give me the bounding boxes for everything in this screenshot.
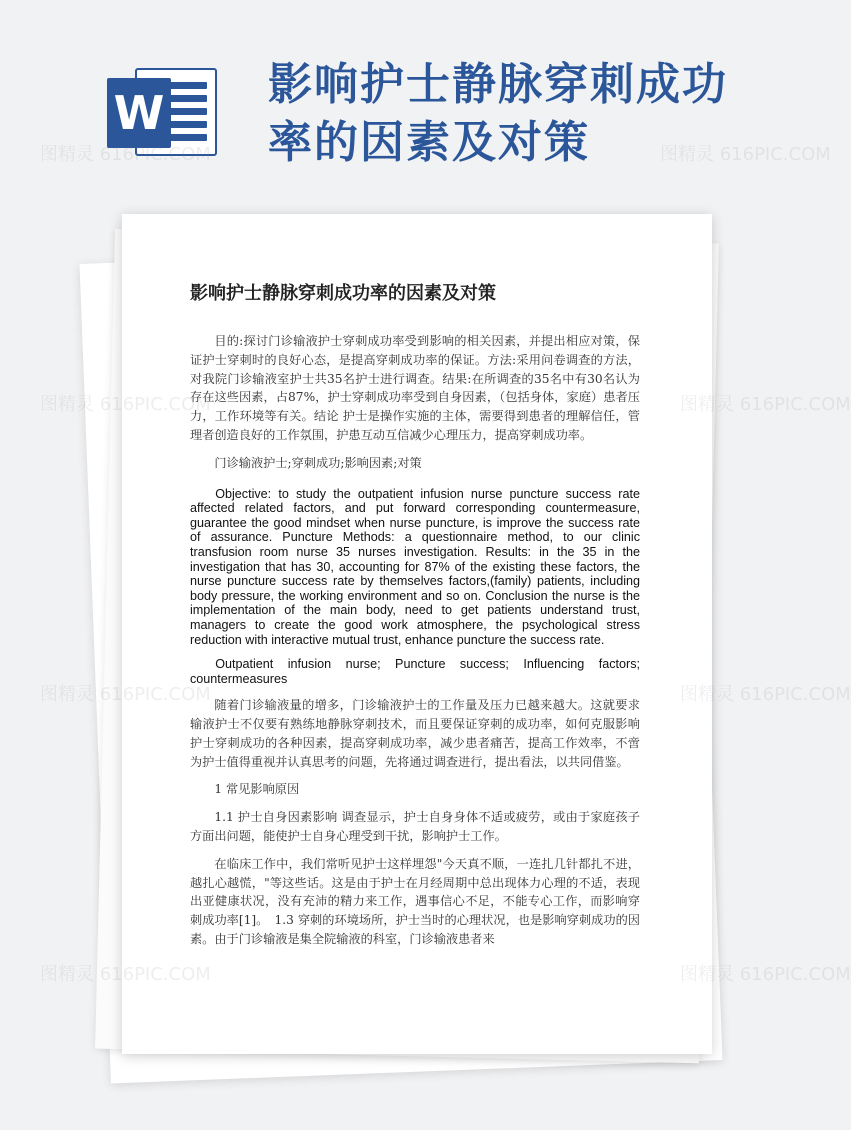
watermark: 图精灵 — [40, 684, 94, 705]
abstract-en: Objective: to study the outpatient infusion nurse puncture success rate affected related factors, and put forward corresponding countermeasure, guarantee the good mindset when nurse puncture, is improve the success rate of assurance. Puncture Methods: a questionnaire method, to our clinic transfusion room nurse 35 nurses investigation. Results: in the 35 in the investigation that has 30, accounting for 87% of the existing these factors, the nurse puncture success rate by themselves factors,(family) patients, including body pressure, the working environment and so on. Conclusion the nurse is the implementation of the main body, need to get patients understand trust, managers to create the good work atmosphere, the psychological stress reduction with interactive mutual trust, enhance puncture the success rate. — [190, 486, 640, 647]
keywords-cn: 门诊输液护士;穿刺成功;影响因素;对策 — [214, 455, 422, 470]
page-title: 影响护士静脉穿刺成功率的因素及对策 — [268, 59, 728, 168]
watermark: 图精灵 616PIC.COM — [660, 144, 831, 165]
word-badge: W — [107, 78, 171, 148]
watermark: 图精灵 616PIC.COM — [40, 144, 211, 165]
watermark: 图精灵 616PIC.COM — [680, 964, 851, 985]
keywords-en: Outpatient infusion nurse; Puncture success; Influencing factors; countermeasures — [190, 657, 640, 686]
section-1-1: 1.1 护士自身因素影响 调查显示，护士自身身体不适或疲劳，或由于家庭孩子方面出问题，能使护士自身心理受到干扰，影响护士工作。 — [190, 810, 640, 844]
section-heading-1: 1 常见影响原因 — [214, 782, 300, 797]
intro-paragraph: 随着门诊输液量的增多，门诊输液护士的工作量及压力已越来越大。这就要求输液护士不仅要有熟练地静脉穿刺技术，而且要保证穿刺的成功率，如何克服影响护士穿刺成功的各种因素，提高穿刺成功率，减少患者痛苦，提高工作效率，不啻为护士值得重视并认真思考的问题，先将通过调查进行，提出看法，以共同借鉴。 — [190, 698, 640, 769]
watermark: 图精灵 616PIC.COM — [680, 684, 851, 705]
watermark: 图精灵 616PIC.COM — [680, 394, 851, 415]
clinical-paragraph: 在临床工作中，我们常听见护士这样埋怨"今天真不顺，一连扎几针都扎不进，越扎心越慌，"等这些话。这是由于护士在月经周期中总出现体力心理的不适，表现出亚健康状况，没有充沛的精力来工作，遇事信心不足，不能专心工作，而影响穿刺成功率[1]。 1.3 穿刺的环境场所，护士当时的心理状况，也是影响穿刺成功的因素。由于门诊输液是集全院输液的科室，门诊输液患者来 — [190, 856, 640, 947]
header — [0, 0, 800, 200]
watermark: 图精灵 — [40, 964, 94, 985]
watermark: 图精灵 — [40, 394, 94, 415]
document-title: 影响护士静脉穿刺成功率的因素及对策 — [190, 283, 496, 304]
document-content — [190, 282, 640, 958]
word-logo-icon — [107, 64, 217, 160]
abstract-cn: 目的:探讨门诊输液护士穿刺成功率受到影响的相关因素，并提出相应对策，保证护士穿刺时的良好心态，是提高穿刺成功率的保证。方法:采用问卷调查的方法，对我院门诊输液室护士共35名护士进行调查。结果:在所调查的35名中有30名认为存在这些因素，占87%，护士穿刺成功率受到自身因素，（包括身体，家庭）患者压力，工作环境等有关。结论 护士是操作实施的主体，需要得到患者的理解信任，管理者创造良好的工作氛围，护患互动互信减少心理压力，提高穿刺成功率。 — [190, 334, 640, 442]
document-page — [122, 214, 712, 1054]
